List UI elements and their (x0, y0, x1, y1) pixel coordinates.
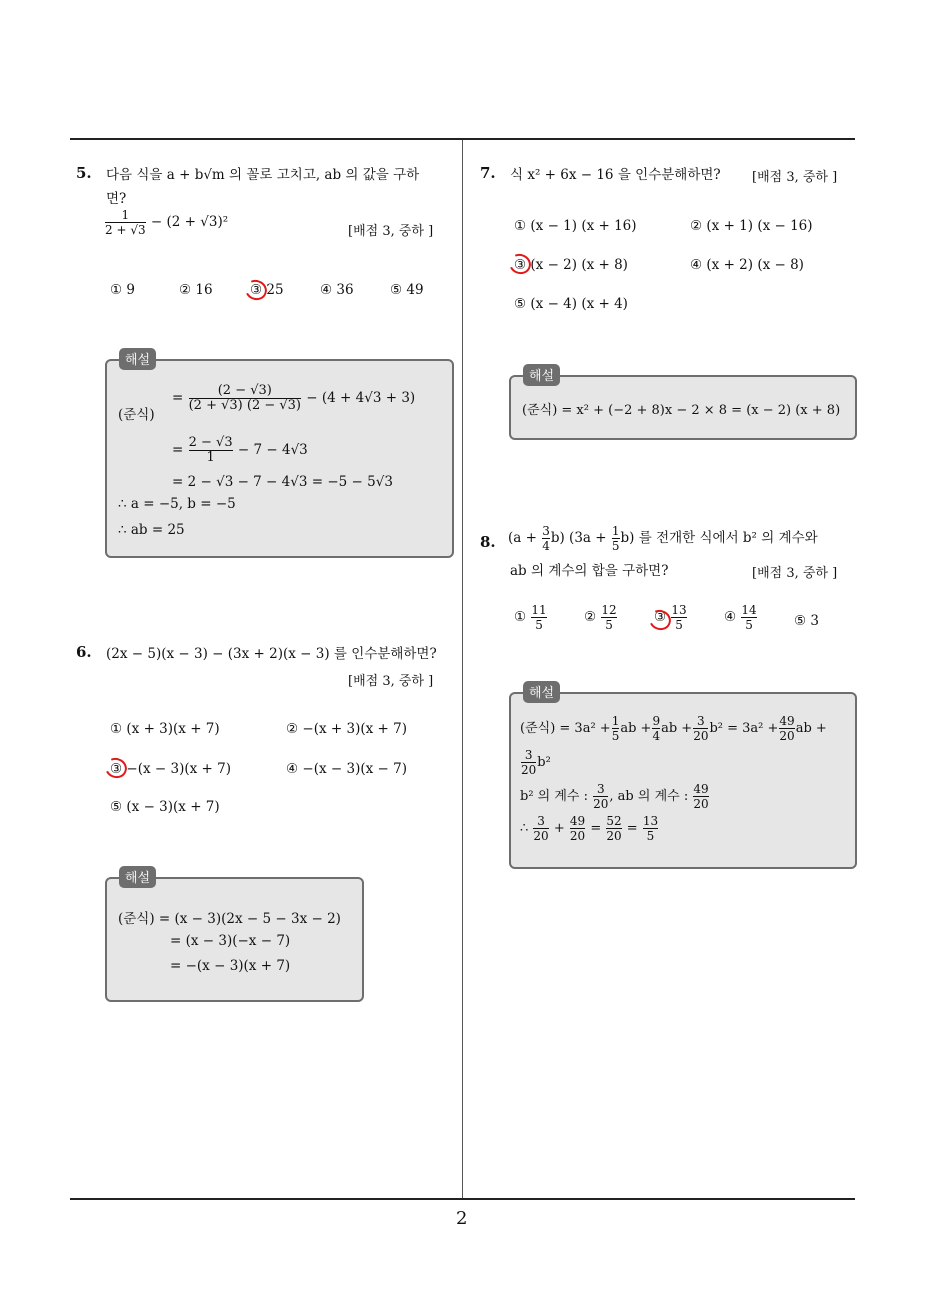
solution-tag: 해설 (523, 364, 560, 386)
solution-line-3: = −(x − 3)(x + 7) (170, 958, 291, 974)
solution-line-3: = 2 − √3 − 7 − 4√3 = −5 − 5√3 (172, 474, 393, 490)
fraction-numerator: 11 (531, 603, 547, 617)
answer-circle-mark (242, 277, 270, 303)
choice-mark: ③ (654, 609, 667, 625)
answer-circle-mark (102, 755, 130, 781)
choice-1[interactable]: ① (x + 3)(x + 7) (110, 721, 220, 737)
fraction-numerator: 1 (611, 714, 620, 728)
fraction-numerator: (2 − √3) (217, 383, 272, 398)
expr: ∴ (520, 821, 529, 836)
choice-4[interactable]: ④ (x + 2) (x − 8) (690, 257, 804, 273)
expr: = (590, 821, 602, 836)
expr: + (553, 821, 565, 836)
expr: ab + (661, 721, 693, 736)
score-info: [배점 3, 중하 ] (348, 224, 434, 239)
solution-line-3 (520, 782, 710, 811)
choice-4[interactable] (724, 603, 758, 632)
solution-line-2 (520, 748, 551, 777)
fraction-denominator: 20 (569, 829, 586, 843)
choice-2[interactable]: ② −(x + 3)(x + 7) (286, 721, 407, 737)
expression-part: b) (620, 530, 635, 546)
solution-line-1: = $\frac{(2 - √3)}{(2 + √3) (2 - √3)}$ − (4 + 4√3 + 3) (172, 383, 416, 413)
fraction-numerator: 1 (121, 208, 130, 222)
choice-4[interactable]: ④ 36 (320, 282, 354, 298)
choice-mark: ② (584, 609, 597, 625)
choice-3[interactable]: ③ 25 (250, 282, 284, 298)
fraction-numerator: 52 (606, 814, 622, 828)
fraction-denominator: 5 (601, 617, 616, 632)
fraction-denominator: 20 (606, 829, 622, 843)
expression-tail: − (2 + √3)² (150, 214, 229, 230)
solution-label: (준식) (118, 407, 155, 423)
fraction-denominator: 2 + √3 (105, 223, 146, 237)
choice-mark: ① (514, 609, 527, 625)
expr: b² = 3a² + (709, 721, 779, 736)
solution-line-4: ∴ a = −5, b = −5 (118, 496, 236, 512)
expression-tail: − 7 − 4√3 (237, 442, 308, 458)
expression-part: b) (3a + (550, 530, 607, 546)
solution-line-1: (준식) = (x − 3)(2x − 5 − 3x − 2) (118, 911, 341, 927)
page-number: 2 (456, 1208, 468, 1229)
fraction-numerator: 3 (524, 748, 533, 762)
fraction-denominator: 20 (693, 729, 709, 743)
expression-tail: − (4 + 4√3 + 3) (306, 390, 416, 406)
question-text: 다음 식을 a + b√m 의 꼴로 고치고, ab 의 값을 구하 (106, 167, 420, 183)
fraction-denominator: (2 + √3) (2 − √3) (188, 398, 301, 413)
fraction-denominator: 4 (542, 539, 550, 553)
fraction-denominator: 5 (741, 617, 756, 632)
fraction-denominator: 5 (611, 539, 620, 553)
fraction-denominator: 1 (189, 450, 233, 465)
expression-part: (a + (508, 530, 537, 546)
expr: (준식) = 3a² + (520, 721, 611, 736)
question-number: 7. (480, 164, 496, 182)
fraction-denominator: 20 (533, 829, 549, 843)
expr: ab + (795, 721, 827, 736)
solution-line-1 (520, 714, 827, 743)
choice-5[interactable]: ⑤ 49 (390, 282, 424, 298)
choice-4[interactable]: ④ −(x − 3)(x − 7) (286, 761, 407, 777)
fraction-denominator: 20 (779, 729, 795, 743)
question-number: 6. (76, 643, 92, 661)
fraction-numerator: 1 (611, 524, 620, 538)
choice-mark: ⑤ (794, 613, 807, 629)
choice-2[interactable]: ② (x + 1) (x − 16) (690, 218, 813, 234)
choice-5[interactable] (794, 613, 819, 629)
fraction-denominator: 5 (611, 729, 620, 743)
question-number: 8. (480, 533, 496, 551)
fraction-numerator: 12 (601, 603, 617, 617)
fraction-numerator: 3 (537, 814, 545, 828)
question-text: 식 x² + 6x − 16 을 인수분해하면? (510, 167, 721, 183)
choice-value: 3 (810, 613, 819, 629)
solution-line-2: = (x − 3)(−x − 7) (170, 933, 291, 949)
choice-1[interactable]: ① (x − 1) (x + 16) (514, 218, 637, 234)
fraction-denominator: 5 (531, 617, 546, 632)
solution-line-2: = $\frac{2 - √3}{1}$ − 7 − 4√3 (172, 435, 308, 465)
expr: ab + (620, 721, 652, 736)
solution-line-4 (520, 814, 659, 843)
choice-mark: ④ (724, 609, 737, 625)
question-expression (104, 208, 228, 237)
fraction-numerator: 9 (652, 714, 661, 728)
question-text-cont: ab 의 계수의 합을 구하면? (510, 563, 669, 579)
fraction-numerator: 49 (779, 714, 795, 728)
expr: b² (537, 755, 551, 770)
fraction-numerator: 3 (697, 714, 705, 728)
expr: b² 의 계수 : (520, 789, 588, 804)
fraction-numerator: 2 − √3 (188, 435, 233, 450)
choice-1[interactable] (514, 603, 548, 632)
fraction-denominator: 5 (671, 617, 686, 632)
fraction-numerator: 49 (569, 814, 586, 828)
expr: , ab 의 계수 : (609, 789, 689, 804)
score-info: [배점 3, 중하 ] (752, 566, 838, 581)
solution-tag: 해설 (119, 866, 156, 888)
fraction-denominator: 20 (593, 797, 609, 811)
solution-line-1: (준식) = x² + (−2 + 8)x − 2 × 8 = (x − 2) (x + 8) (522, 403, 841, 418)
choice-3[interactable]: ③ −(x − 3)(x + 7) (110, 761, 231, 777)
question-expression (508, 524, 818, 553)
fraction-numerator: 49 (693, 782, 709, 796)
fraction-numerator: 3 (596, 782, 605, 796)
choice-3[interactable]: ③ (x − 2) (x + 8) (514, 257, 628, 273)
choice-2[interactable]: ② 16 (179, 282, 213, 298)
column-divider (462, 140, 463, 1200)
bottom-rule (70, 1198, 855, 1200)
choice-2[interactable] (584, 603, 618, 632)
fraction-denominator: 20 (693, 797, 709, 811)
expr: = (626, 821, 638, 836)
fraction-numerator: 14 (741, 603, 757, 617)
solution-tag: 해설 (119, 348, 156, 370)
fraction-denominator: 20 (521, 763, 537, 777)
question-text-cont: 면? (106, 191, 127, 207)
score-info: [배점 3, 중하 ] (752, 170, 838, 185)
score-info: [배점 3, 중하 ] (348, 674, 434, 689)
question-text: 를 전개한 식에서 b² 의 계수와 (638, 530, 818, 546)
fraction-numerator: 13 (671, 603, 687, 617)
question-text: (2x − 5)(x − 3) − (3x + 2)(x − 3) 를 인수분해하면? (106, 646, 437, 662)
solution-tag: 해설 (523, 681, 560, 703)
answer-circle-mark (506, 251, 534, 277)
fraction-numerator: 3 (542, 524, 550, 538)
fraction-denominator: 4 (652, 729, 661, 743)
choice-1[interactable]: ① 9 (110, 282, 135, 298)
fraction-denominator: 5 (643, 828, 658, 843)
solution-line-5: ∴ ab = 25 (118, 522, 185, 538)
fraction-numerator: 13 (642, 814, 659, 828)
question-number: 5. (76, 164, 92, 182)
choice-5[interactable]: ⑤ (x − 4) (x + 4) (514, 296, 628, 312)
choice-5[interactable]: ⑤ (x − 3)(x + 7) (110, 799, 220, 815)
